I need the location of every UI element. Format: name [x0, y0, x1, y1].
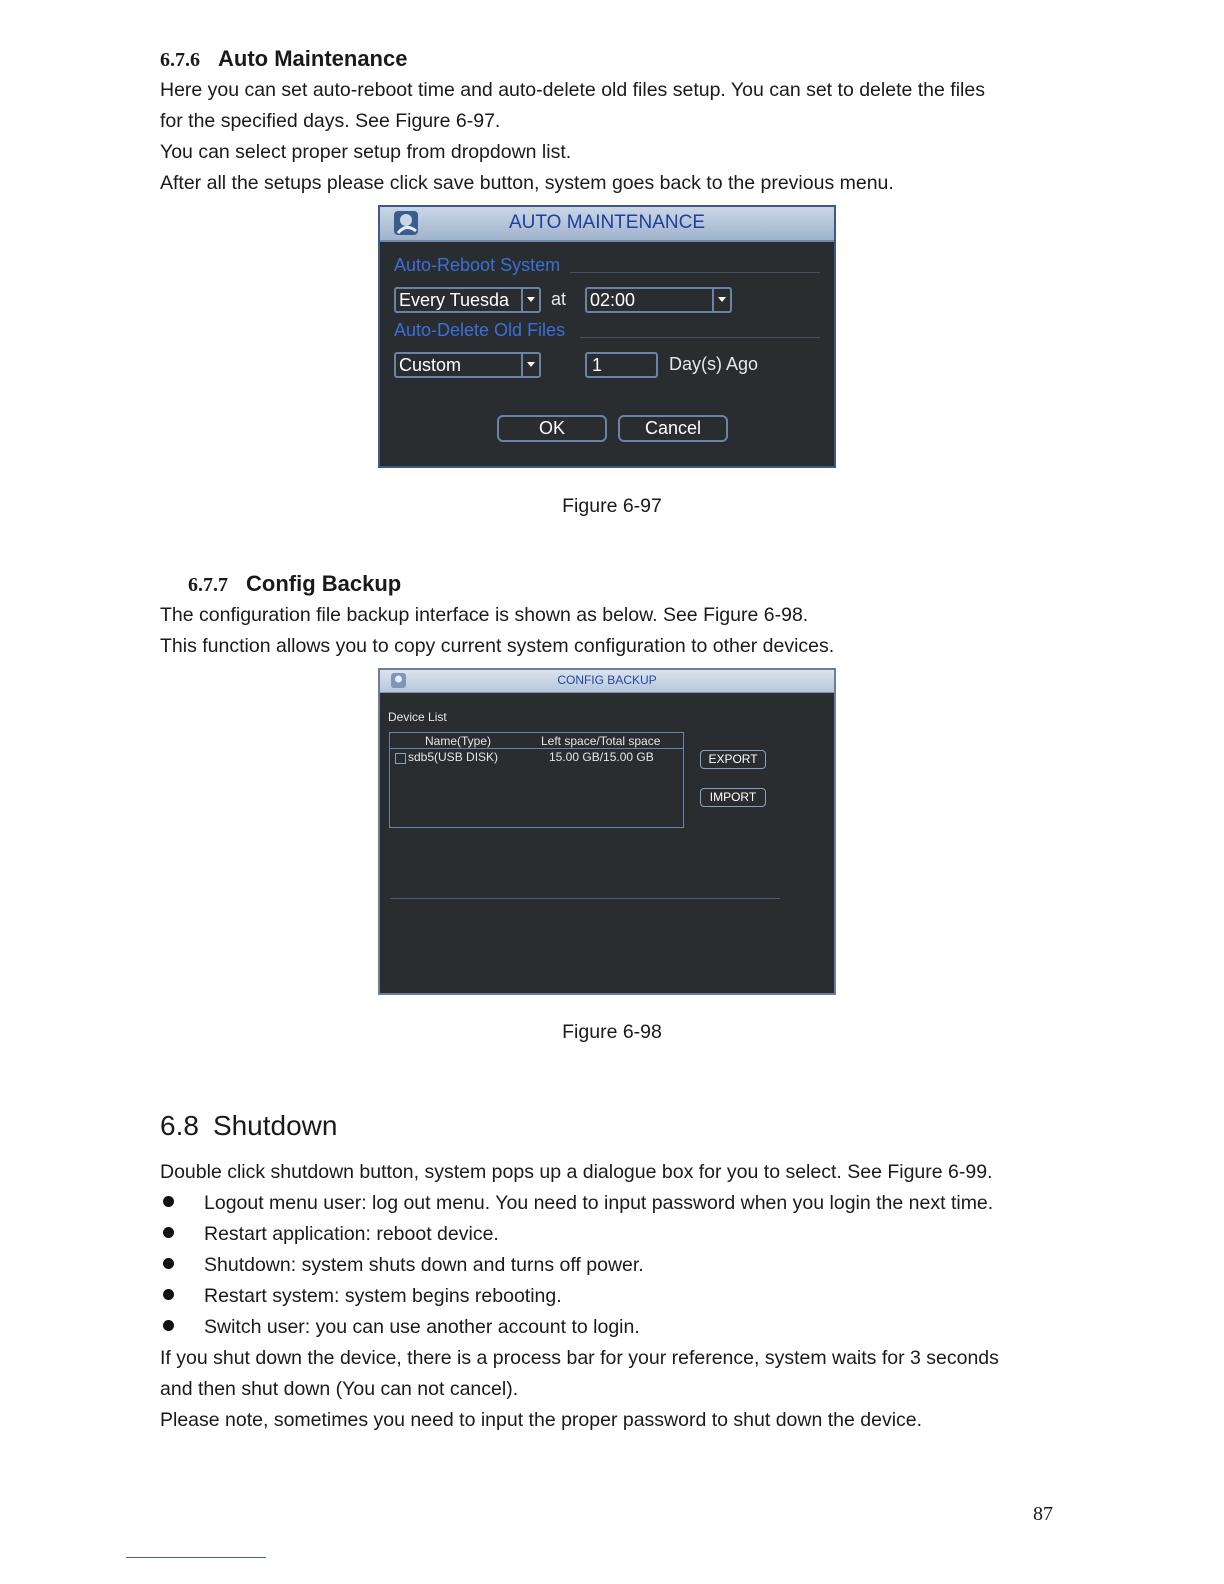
export-button[interactable]: EXPORT [700, 750, 766, 769]
divider [390, 898, 780, 899]
paragraph: Please note, sometimes you need to input the proper password to shut down the device. [160, 1409, 923, 1431]
import-button[interactable]: IMPORT [700, 788, 766, 807]
figure-caption: Figure 6-97 [562, 495, 662, 517]
list-item-text: Restart system: system begins rebooting. [204, 1285, 562, 1307]
column-header-space: Left space/Total space [541, 734, 661, 748]
delete-days-input[interactable]: 1 [585, 352, 658, 378]
list-item [160, 1188, 993, 1219]
list-item [160, 1250, 644, 1281]
at-label: at [551, 289, 567, 309]
config-backup-window [378, 668, 836, 995]
title-bar [380, 670, 834, 693]
list-item-text: Restart application: reboot device. [204, 1223, 499, 1245]
auto-reboot-label: Auto-Reboot System [394, 255, 561, 275]
paragraph: Here you can set auto-reboot time and auto-delete old files setup. You can set to delete the files [160, 79, 985, 101]
paragraph: This function allows you to copy current system configuration to other devices. [160, 635, 835, 657]
divider [580, 337, 820, 338]
section-title: Config Backup [246, 571, 402, 596]
section-number: 6.8 [160, 1110, 199, 1141]
page-number: 87 [1033, 1503, 1053, 1525]
chevron-down-icon[interactable] [712, 289, 730, 311]
cancel-button[interactable]: Cancel [618, 415, 728, 442]
list-item [160, 1312, 640, 1343]
paragraph: for the specified days. See Figure 6-97. [160, 110, 501, 132]
section-number: 6.7.6 [160, 49, 200, 71]
device-space: 15.00 GB/15.00 GB [549, 750, 654, 764]
list-item [160, 1281, 562, 1312]
paragraph: The configuration file backup interface is shown as below. See Figure 6-98. [160, 604, 809, 626]
paragraph: and then shut down (You can not cancel). [160, 1378, 519, 1400]
paragraph: If you shut down the device, there is a process bar for your reference, system waits for 3 seconds [160, 1347, 999, 1369]
bullet-icon [163, 1227, 174, 1238]
footnote-rule [126, 1557, 266, 1558]
ok-button[interactable]: OK [497, 415, 607, 442]
title-bar [380, 207, 834, 242]
reboot-day-value: Every Tuesda [399, 290, 510, 310]
window-title: AUTO MAINTENANCE [508, 212, 705, 233]
list-item-text: Shutdown: system shuts down and turns off power. [204, 1254, 644, 1276]
bullet-icon [163, 1196, 174, 1207]
paragraph: After all the setups please click save button, system goes back to the previous menu. [160, 172, 894, 194]
device-list [389, 732, 684, 828]
window-title: CONFIG BACKUP [557, 673, 657, 687]
bullet-icon [163, 1289, 174, 1300]
divider [570, 272, 820, 273]
figure-caption: Figure 6-98 [562, 1021, 662, 1043]
section-heading-config-backup [188, 571, 401, 597]
days-ago-label: Day(s) Ago [669, 354, 759, 374]
paragraph: You can select proper setup from dropdown list. [160, 141, 572, 163]
auto-delete-label: Auto-Delete Old Files [394, 320, 566, 340]
paragraph: Double click shutdown button, system pops up a dialogue box for you to select. See Figure 6-99. [160, 1161, 993, 1183]
section-title: Shutdown [212, 1110, 338, 1141]
reboot-time-select[interactable] [585, 287, 732, 313]
section-heading-auto-maintenance [160, 46, 407, 72]
list-item-text: Logout menu user: log out menu. You need to input password when you login the next time. [204, 1192, 994, 1214]
list-item [160, 1219, 499, 1250]
bullet-icon [163, 1258, 174, 1269]
reboot-time-value: 02:00 [590, 290, 636, 310]
chevron-down-icon[interactable] [521, 289, 539, 311]
section-title: Auto Maintenance [218, 46, 408, 71]
row-checkbox[interactable] [395, 753, 406, 764]
section-number: 6.7.7 [188, 574, 228, 596]
auto-maintenance-window [378, 205, 836, 468]
bullet-icon [163, 1320, 174, 1331]
section-heading-shutdown [160, 1110, 337, 1142]
list-item-text: Switch user: you can use another account to login. [204, 1316, 640, 1338]
chevron-down-icon[interactable] [521, 354, 539, 376]
delete-mode-select[interactable] [394, 352, 541, 378]
delete-mode-value: Custom [399, 355, 462, 375]
reboot-day-select[interactable] [394, 287, 541, 313]
device-name: sdb5(USB DISK) [408, 750, 499, 764]
column-header-name: Name(Type) [425, 734, 492, 748]
device-list-label: Device List [388, 710, 447, 724]
list-header [390, 733, 683, 749]
